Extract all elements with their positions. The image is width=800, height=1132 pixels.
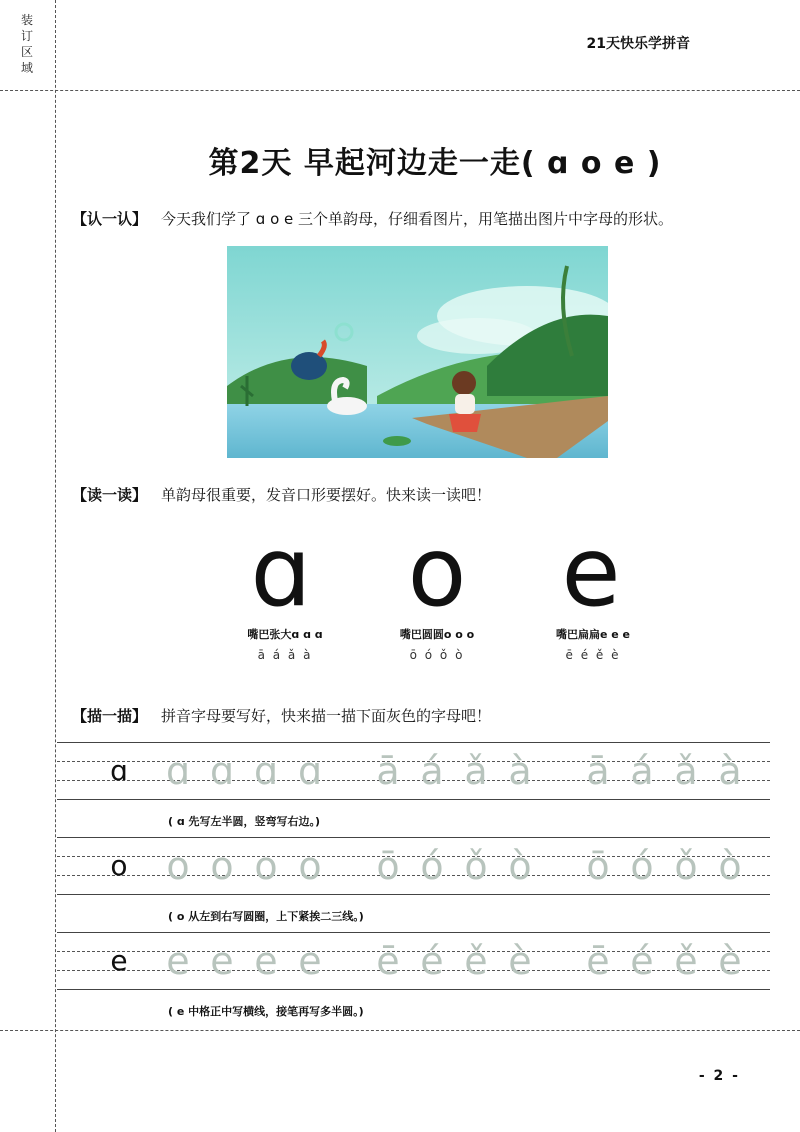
row-letter-e: e	[110, 944, 128, 977]
header-divider	[0, 90, 800, 91]
girl-hair	[452, 371, 476, 395]
trace-glyph[interactable]: à	[718, 749, 742, 793]
trace-glyph[interactable]: ǎ	[674, 749, 698, 793]
trace-glyph[interactable]: o	[210, 844, 234, 888]
trace-glyph[interactable]: ǒ	[464, 844, 488, 888]
trace-glyph[interactable]: á	[630, 749, 654, 793]
trace-glyph[interactable]: à	[508, 749, 532, 793]
big-letter-e: e	[561, 516, 621, 628]
trace-glyph[interactable]: ǒ	[674, 844, 698, 888]
trace-glyph[interactable]: ó	[630, 844, 654, 888]
book-title: 21天快乐学拼音	[586, 36, 690, 52]
trace-glyph[interactable]: ɑ	[253, 749, 279, 793]
girl-skirt	[449, 414, 481, 432]
trace-glyph[interactable]: ɑ	[209, 749, 235, 793]
trace-glyph[interactable]: ā	[586, 749, 610, 793]
trace-glyph[interactable]: e	[254, 939, 278, 983]
trace-glyph[interactable]: ò	[508, 844, 532, 888]
footer-divider	[0, 1030, 800, 1031]
page-number: - 2 -	[698, 1068, 740, 1084]
stroke-hint-a: ( ɑ 先写左半圆，竖弯写右边。)	[168, 815, 321, 828]
trace-glyph[interactable]: é	[420, 939, 444, 983]
trace-glyph[interactable]: ě	[674, 939, 698, 983]
tones-a: ā á ǎ à	[257, 648, 313, 662]
trace-glyph[interactable]: e	[298, 939, 322, 983]
stroke-hint-e: ( e 中格正中写横线，接笔再写多半圆。)	[168, 1005, 364, 1018]
trace-glyph[interactable]: ō	[586, 844, 610, 888]
section-tag: 【读一读】	[72, 486, 148, 504]
trace-glyph[interactable]: è	[718, 939, 742, 983]
section-trace	[72, 705, 491, 726]
mouth-caption-o: 嘴巴圆圆o o o	[399, 628, 475, 641]
row-letter-o: o	[110, 849, 128, 882]
trace-glyph[interactable]: é	[630, 939, 654, 983]
writing-line	[57, 837, 770, 838]
trace-glyph[interactable]: o	[298, 844, 322, 888]
section-instruction: 单韵母很重要，发音口形要摆好。快来读一读吧！	[161, 486, 492, 504]
page-title: 第2天 早起河边走一走( ɑ o e )	[208, 146, 662, 181]
trace-glyph[interactable]: e	[166, 939, 190, 983]
big-letter-a: ɑ	[250, 516, 312, 628]
writing-line	[57, 799, 770, 800]
mouth-caption-a: 嘴巴张大ɑ ɑ ɑ	[247, 628, 323, 641]
tones-o: ō ó ǒ ò	[409, 648, 465, 662]
writing-line	[57, 742, 770, 743]
big-letter-o: o	[407, 516, 467, 628]
trace-glyph[interactable]: ó	[420, 844, 444, 888]
trace-glyph[interactable]: è	[508, 939, 532, 983]
trace-glyph[interactable]: ɑ	[297, 749, 323, 793]
tones-e: ē é ě è	[565, 648, 621, 662]
row-letter-a: ɑ	[110, 754, 128, 787]
trace-glyph[interactable]: ò	[718, 844, 742, 888]
girl-shirt	[455, 394, 475, 414]
mouth-caption-e: 嘴巴扁扁e e e	[555, 628, 631, 641]
trace-glyph[interactable]: o	[254, 844, 278, 888]
section-instruction: 今天我们学了 ɑ o e 三个单韵母，仔细看图片，用笔描出图片中字母的形状。	[161, 210, 674, 228]
trace-glyph[interactable]: ē	[586, 939, 610, 983]
writing-line	[57, 989, 770, 990]
trace-glyph[interactable]: ā	[376, 749, 400, 793]
riverside-illustration	[227, 246, 608, 458]
trace-glyph[interactable]: e	[210, 939, 234, 983]
section-read	[72, 484, 491, 505]
trace-glyph[interactable]: ɑ	[165, 749, 191, 793]
lily-pad	[383, 436, 411, 446]
stroke-hint-o: ( o 从左到右写圆圈，上下紧挨二三线。)	[168, 910, 364, 923]
trace-glyph[interactable]: o	[166, 844, 190, 888]
writing-line	[57, 894, 770, 895]
section-tag: 【描一描】	[72, 707, 148, 725]
trace-glyph[interactable]: ě	[464, 939, 488, 983]
binding-area-label: 装订区域	[20, 13, 33, 75]
trace-glyph[interactable]: ǎ	[464, 749, 488, 793]
section-instruction: 拼音字母要写好，快来描一描下面灰色的字母吧！	[161, 707, 492, 725]
section-tag: 【认一认】	[72, 210, 148, 228]
section-recognize	[72, 208, 673, 229]
trace-glyph[interactable]: ō	[376, 844, 400, 888]
writing-line	[57, 932, 770, 933]
trace-glyph[interactable]: ē	[376, 939, 400, 983]
trace-glyph[interactable]: á	[420, 749, 444, 793]
